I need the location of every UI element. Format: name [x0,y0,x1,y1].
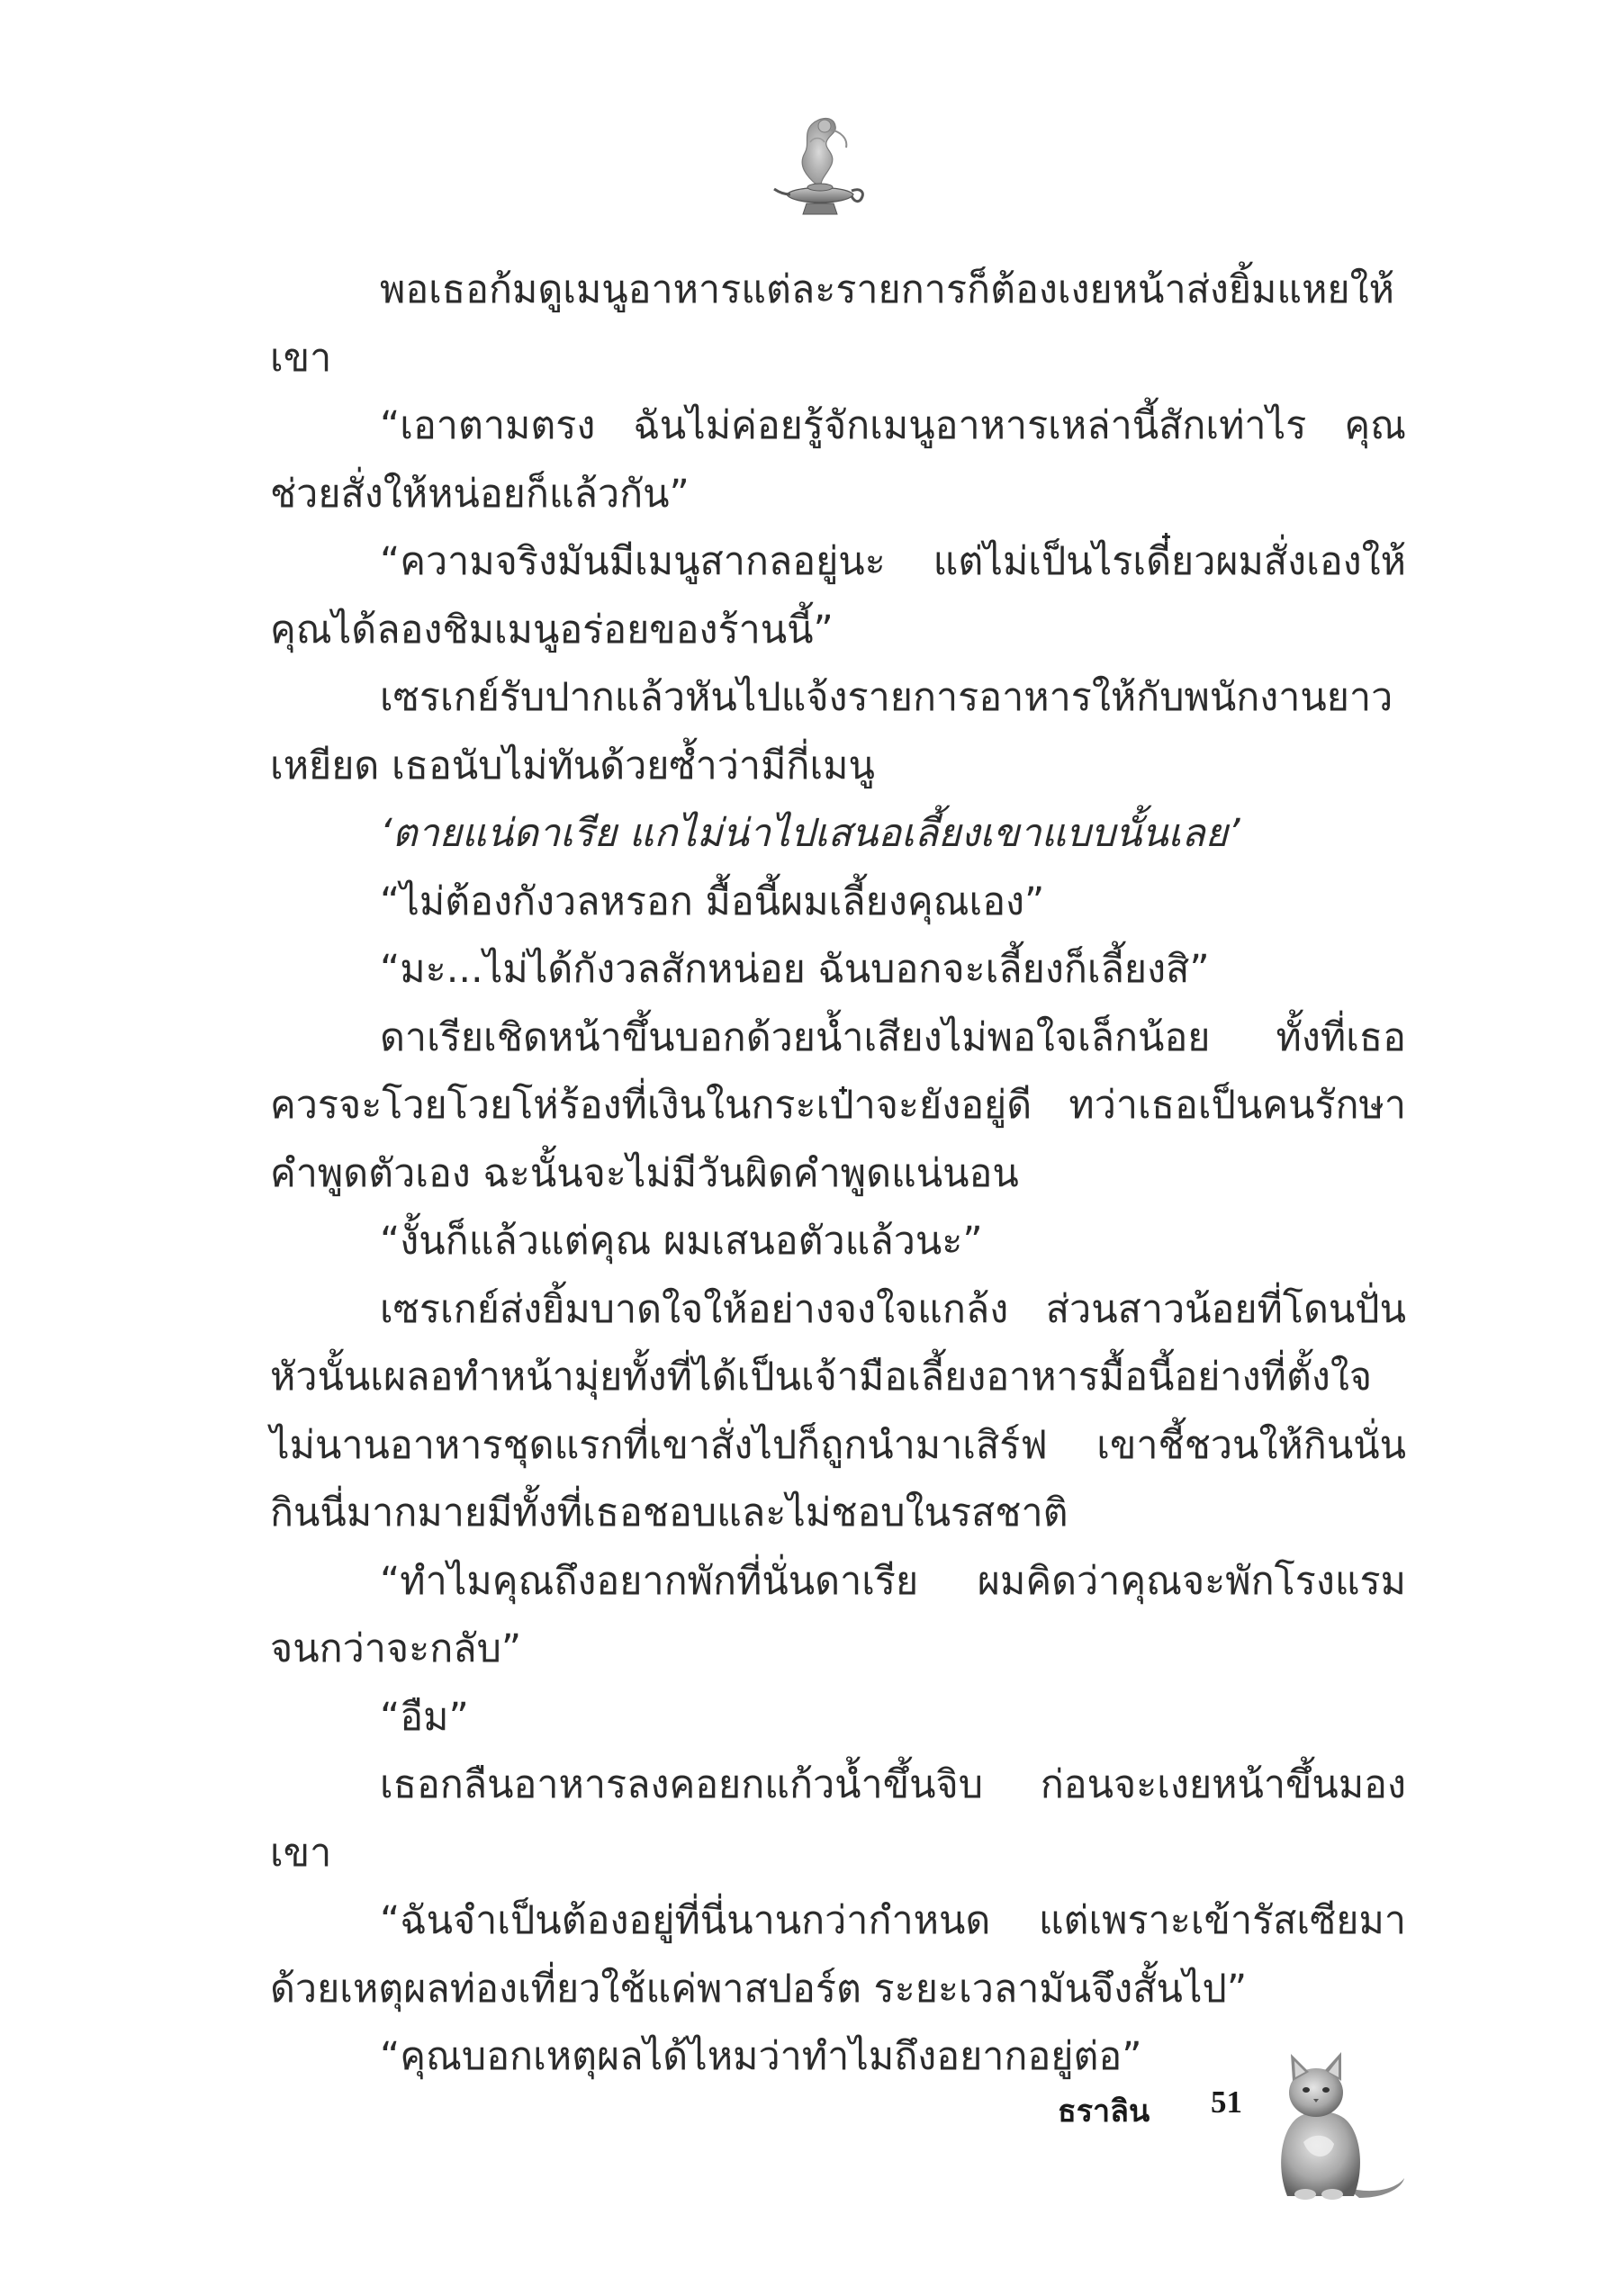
paragraph: ดาเรียเชิดหน้าขึ้นบอกด้วยน้ำเสียงไม่พอใจเล็กน้อย ทั้งที่เธอควรจะโวยโวยโห่ร้องที่เงินในกระเป๋าจะยังอยู่ดี ทว่าเธอเป็นคนรักษาคำพูดตัวเอง ฉะนั้นจะไม่มีวันผิดคำพูดแน่นอน [270,1014,1406,1196]
paragraph: “คุณบอกเหตุผลได้ไหมว่าทำไมถึงอยากอยู่ต่อ” [380,2034,1142,2079]
paragraph: เซรเกย์รับปากแล้วหันไปแจ้งรายการอาหารให้กับพนักงานยาวเหยียด เธอนับไม่ทันด้วยซ้ำว่ามีกี่เมนู [270,675,1393,788]
paragraph: “อืม” [380,1694,469,1740]
paragraph: “ไม่ต้องกังวลหรอก มื้อนี้ผมเลี้ยงคุณเอง” [380,878,1045,924]
author-name: ธราลิน [1058,2094,1150,2129]
paragraph: พอเธอก้มดูเมนูอาหารแต่ละรายการก็ต้องเงยหน้าส่งยิ้มแหยให้เขา [270,267,1394,381]
paragraph: “ความจริงมันมีเมนูสากลอยู่นะ แต่ไม่เป็นไรเดี๋ยวผมสั่งเองให้คุณได้ลองชิมเมนูอร่อยของร้านนี้” [270,539,1406,653]
paragraph: “งั้นก็แล้วแต่คุณ ผมเสนอตัวแล้วนะ” [380,1219,983,1264]
page-footer [0,2043,1605,2205]
genie-lamp-icon [771,106,870,223]
paragraph: เซรเกย์ส่งยิ้มบาดใจให้อย่างจงใจแกล้ง ส่วนสาวน้อยที่โดนปั่นหัวนั้นเผลอทำหน้ามุ่ยทั้งที่ได้เป็นเจ้ามือเลี้ยงอาหารมื้อนี้อย่างที่ตั้งใจ ไม่นานอาหารชุดแรกที่เขาสั่งไปก็ถูกนำมาเสิร์ฟ เขาชี้ชวนให้กินนั่นกินนี่มากมายมีทั้งที่เธอชอบและไม่ชอบในรสชาติ [270,1286,1406,1535]
paragraph: “ทำไมคุณถึงอยากพักที่นั่นดาเรีย ผมคิดว่าคุณจะพักโรงแรมจนกว่าจะกลับ” [270,1558,1406,1671]
paragraph: “มะ...ไม่ได้กังวลสักหน่อย ฉันบอกจะเลี้ยงก็เลี้ยงสิ” [380,947,1210,992]
cat-illustration [1260,2043,1409,2201]
paragraph: เธอกลืนอาหารลงคอยกแก้วน้ำขึ้นจิบ ก่อนจะเงยหน้าขึ้นมองเขา [270,1762,1406,1876]
body-text [270,257,1406,2092]
paragraph: “ฉันจำเป็นต้องอยู่ที่นี่นานกว่ากำหนด แต่เพราะเข้ารัสเซียมาด้วยเหตุผลท่องเที่ยวใช้แค่พาสปอร์ต ระยะเวลามันจึงสั้นไป” [270,1898,1406,2012]
paragraph: “เอาตามตรง ฉันไม่ค่อยรู้จักเมนูอาหารเหล่านี้สักเท่าไร คุณช่วยสั่งให้หน่อยก็แล้วกัน” [270,403,1406,517]
page-number: 51 [1211,2084,1242,2120]
paragraph-inner-thought: ‘ตายแน่ดาเรีย แกไม่น่าไปเสนอเลี้ยงเขาแบบนั้นเลย’ [380,811,1240,856]
